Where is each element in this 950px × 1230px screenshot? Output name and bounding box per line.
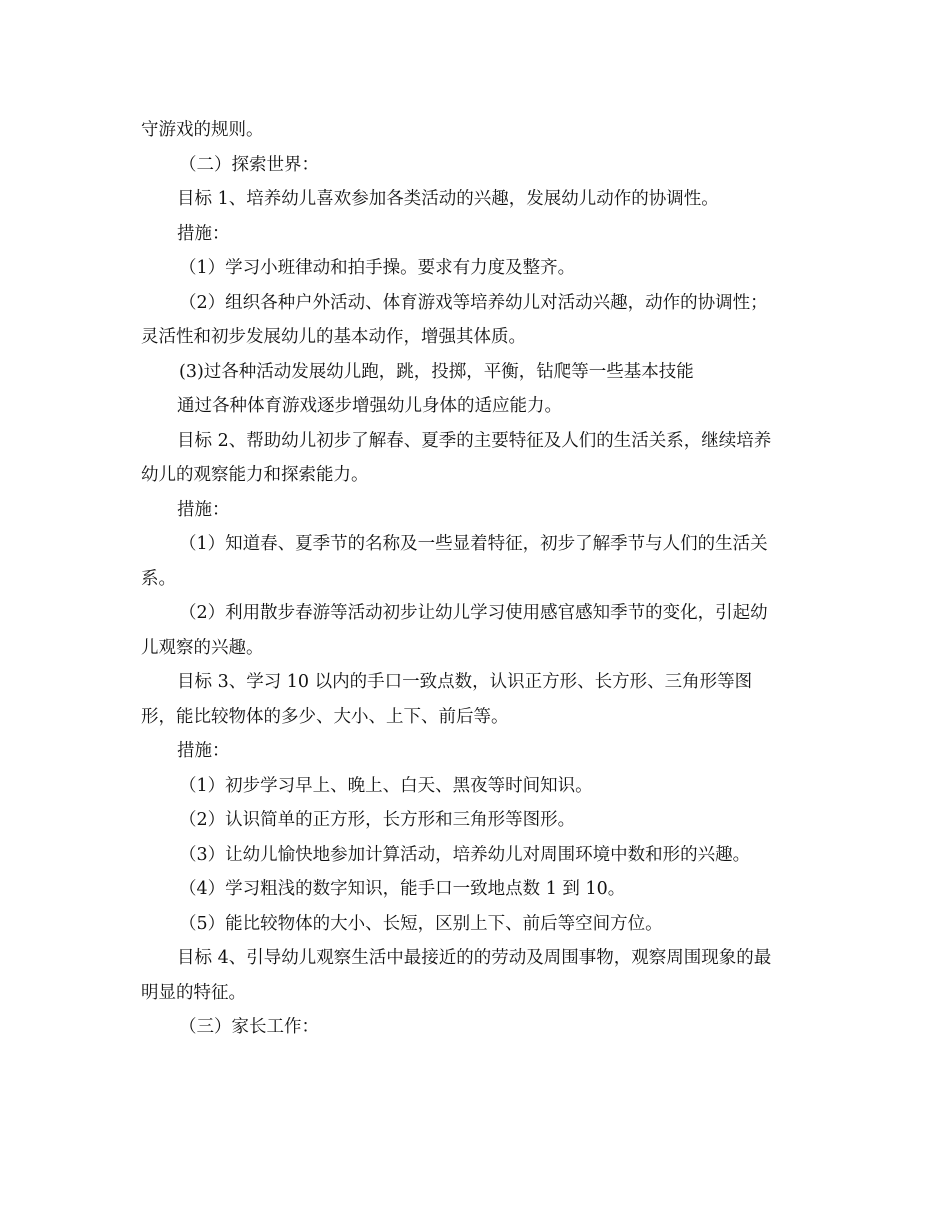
measure-item: （1）学习小班律动和拍手操。要求有力度及整齐。 bbox=[179, 258, 576, 278]
text-line: 灵活性和初步发展幼儿的基本动作，增强其体质。 bbox=[141, 327, 526, 347]
text-line: 形，能比较物体的多少、大小、上下、前后等。 bbox=[141, 706, 509, 727]
section-heading: （二）探索世界： bbox=[179, 154, 319, 175]
goal-line: 目标 3、学习 10 以内的手口一致点数，认识正方形、长方形、三角形等图 bbox=[177, 672, 753, 692]
measure-item: (3)过各种活动发展幼儿跑，跳，投掷，平衡，钻爬等一些基本技能 bbox=[179, 361, 694, 382]
text-line: 儿观察的兴趣。 bbox=[141, 637, 264, 658]
text-line: 守游戏的规则。 bbox=[141, 120, 264, 140]
text-line: 幼儿的观察能力和探索能力。 bbox=[141, 465, 369, 485]
text-line: 系。 bbox=[141, 568, 176, 589]
measure-item: （5）能比较物体的大小、长短，区别上下、前后等空间方位。 bbox=[179, 913, 663, 934]
text-line: 明显的特征。 bbox=[141, 982, 246, 1003]
measures-label: 措施： bbox=[177, 223, 230, 244]
goal-line: 目标 1、培养幼儿喜欢参加各类活动的兴趣，发展幼儿动作的协调性。 bbox=[177, 189, 719, 209]
measures-label: 措施： bbox=[177, 741, 230, 761]
section-heading: （三）家长工作： bbox=[179, 1017, 319, 1037]
goal-line: 目标 2、帮助幼儿初步了解春、夏季的主要特征及人们的生活关系，继续培养 bbox=[177, 430, 772, 451]
measure-item: （1）初步学习早上、晚上、白天、黑夜等时间知识。 bbox=[179, 775, 593, 796]
measure-item: （4）学习粗浅的数字知识，能手口一致地点数 1 到 10。 bbox=[179, 879, 626, 899]
measure-item: （2）利用散步春游等活动初步让幼儿学习使用感官感知季节的变化，引起幼 bbox=[179, 603, 768, 623]
goal-line: 目标 4、引导幼儿观察生活中最接近的的劳动及周围事物，观察周围现象的最 bbox=[177, 948, 772, 968]
measure-item: （3）让幼儿愉快地参加计算活动，培养幼儿对周围环境中数和形的兴趣。 bbox=[179, 844, 751, 865]
document-body bbox=[141, 113, 811, 1045]
text-line: 通过各种体育游戏逐步增强幼儿身体的适应能力。 bbox=[177, 396, 562, 416]
measure-item: （1）知道春、夏季节的名称及一些显着特征，初步了解季节与人们的生活关 bbox=[179, 534, 768, 554]
measure-item: （2）组织各种户外活动、体育游戏等培养幼儿对活动兴趣，动作的协调性； bbox=[179, 292, 768, 313]
measures-label: 措施： bbox=[177, 499, 230, 520]
measure-item: （2）认识简单的正方形，长方形和三角形等图形。 bbox=[179, 810, 576, 830]
